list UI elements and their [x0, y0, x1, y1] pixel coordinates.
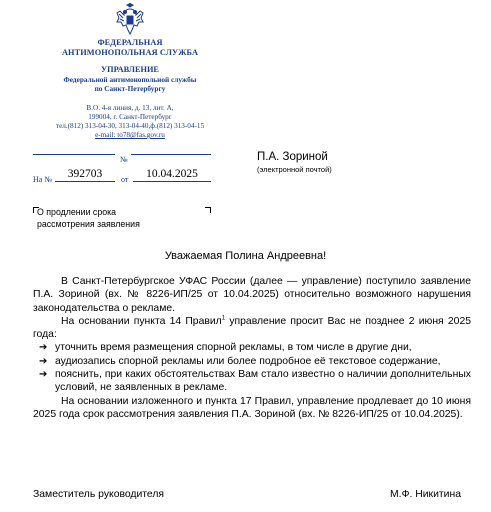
incoming-date-line — [133, 181, 211, 182]
signatory-position: Заместитель руководителя — [33, 489, 165, 500]
incoming-number-line — [55, 181, 115, 182]
arrow-right-icon: ➔ — [39, 369, 48, 381]
incoming-number-label: На № — [33, 175, 52, 184]
dept-name-line1: Федеральной антимонопольной службы — [63, 75, 197, 84]
paragraph-3: На основании изложенного и пункта 17 Правил, управление продлевает до 10 июня 2025 года срок рассмотрения заявления П.А. Зориной (вх. № 8226-ИП/25 от 10.04.2025). — [33, 395, 471, 420]
dept-title: УПРАВЛЕНИЕ — [101, 65, 159, 74]
incoming-date-label: от — [121, 175, 129, 184]
arrow-right-icon: ➔ — [39, 342, 48, 354]
list-item — [33, 368, 471, 395]
request-list — [33, 341, 471, 394]
address-line2: 199004, г. Санкт-Петербург — [88, 113, 172, 121]
incoming-date-value: 10.04.2025 — [146, 168, 198, 180]
list-item-text: аудиозапись спорной рекламы или более подробное её текстовое содержание, — [55, 355, 441, 367]
list-item-text: пояснить, при каких обстоятельствах Вам стало известно о наличии дополнительных условий, не заявленных в рекламе. — [55, 369, 471, 394]
letterhead — [30, 0, 230, 140]
signatory-name: М.Ф. Никитина — [390, 489, 461, 500]
incoming-number-value: 392703 — [67, 168, 103, 180]
letter-body — [33, 275, 471, 421]
list-item — [33, 355, 471, 368]
org-name-line2: АНТИМОНОПОЛЬНАЯ СЛУЖБА — [61, 48, 199, 57]
list-item — [33, 341, 471, 354]
paragraph-1: В Санкт-Петербургское УФАС России (далее — управление) поступило заявление П.А. Зориной (вх. № 8226-ИП/25 от 10.04.2025) относительно возможного нарушения законодательства о рекламе. — [33, 276, 471, 314]
paragraph-2 — [33, 315, 471, 342]
salutation: Уважаемая Полина Андреевна! — [164, 250, 327, 262]
paragraph-2-text: На основании пункта 14 Правил — [61, 315, 222, 327]
arrow-right-icon: ➔ — [39, 355, 48, 367]
address-line1: В.О. 4-я линия, д. 13, лит. А, — [86, 104, 174, 112]
subject-line2: рассмотрения заявления — [37, 218, 140, 229]
footnote-ref: 1 — [221, 315, 226, 322]
outgoing-date-line — [131, 154, 211, 155]
subject-block — [37, 207, 140, 230]
dept-name-line2: по Санкт-Петербургу — [94, 84, 166, 93]
paragraph-2-text-end: управление просит Вас не позднее 2 июня 2025 года: — [33, 315, 472, 341]
coat-of-arms-icon — [114, 3, 146, 37]
list-item-text: уточнить время размещения спорной рекламы, в том числе в другие дни, — [55, 342, 412, 354]
subject-line1: О продлении срока — [37, 207, 117, 217]
outgoing-number-line — [33, 154, 115, 155]
org-name-line1: ФЕДЕРАЛЬНАЯ — [97, 38, 163, 47]
recipient-name: П.А. Зориной — [257, 151, 328, 163]
recipient-delivery-note: (электронной почтой) — [257, 165, 332, 174]
outgoing-number-label: № — [120, 155, 128, 164]
recipient-block — [257, 150, 332, 175]
phone-line: тел.(812) 313-04-30, 313-04-40,ф.(812) 313-04-15 — [55, 122, 205, 130]
subject-bracket-right — [205, 207, 211, 213]
email-link[interactable]: e-mail: to78@fas.gov.ru — [95, 131, 165, 139]
